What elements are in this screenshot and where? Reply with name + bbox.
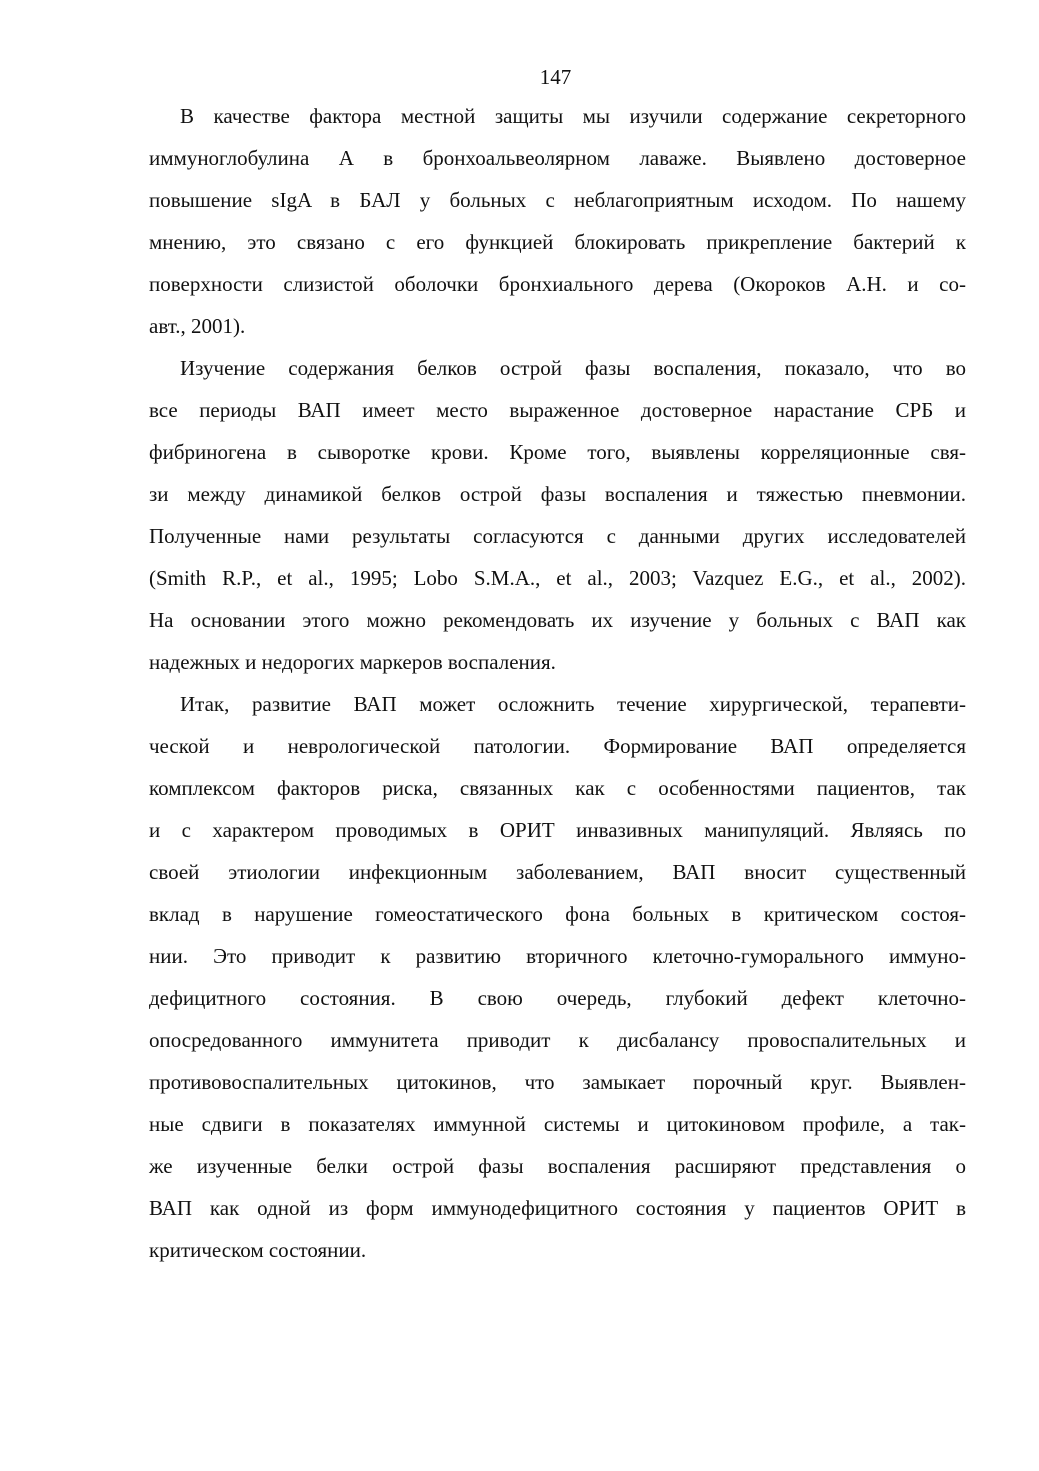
text-line: все периоды ВАП имеет место выраженное достоверное нарастание СРБ и: [149, 398, 966, 422]
text-line: надежных и недорогих маркеров воспаления.: [149, 650, 556, 674]
text-line: авт., 2001).: [149, 314, 246, 338]
text-line: своей этиологии инфекционным заболеванием, ВАП вносит существенный: [149, 860, 966, 884]
text-line: ВАП как одной из форм иммунодефицитного состояния у пациентов ОРИТ в: [149, 1196, 966, 1220]
paragraph-2: [149, 347, 966, 683]
text-line: Итак, развитие ВАП может осложнить течение хирургической, терапевти-: [180, 692, 966, 716]
text-line: зи между динамикой белков острой фазы воспаления и тяжестью пневмонии.: [149, 482, 966, 506]
text-line: ческой и неврологической патологии. Формирование ВАП определяется: [149, 734, 966, 758]
text-line: комплексом факторов риска, связанных как с особенностями пациентов, так: [149, 776, 966, 800]
text-line: критическом состоянии.: [149, 1238, 367, 1262]
page-number: 147: [539, 65, 572, 89]
text-line: фибриногена в сыворотке крови. Кроме того, выявлены корреляционные свя-: [149, 440, 966, 464]
text-line: нии. Это приводит к развитию вторичного клеточно-гуморального иммуно-: [149, 944, 966, 968]
paragraph-3: [149, 683, 966, 1271]
text-line: же изученные белки острой фазы воспаления расширяют представления о: [149, 1154, 966, 1178]
text-line: противовоспалительных цитокинов, что замыкает порочный круг. Выявлен-: [149, 1070, 966, 1094]
text-line: повышение sIgA в БАЛ у больных с неблагоприятным исходом. По нашему: [149, 188, 966, 212]
text-line: мнению, это связано с его функцией блокировать прикрепление бактерий к: [149, 230, 966, 254]
text-line: поверхности слизистой оболочки бронхиального дерева (Окороков А.Н. и со-: [149, 272, 966, 296]
text-line: ные сдвиги в показателях иммунной системы и цитокиновом профиле, а так-: [149, 1112, 966, 1136]
text-line: На основании этого можно рекомендовать их изучение у больных с ВАП как: [149, 608, 966, 632]
paragraph-1: [149, 95, 966, 347]
text-line: иммуноглобулина А в бронхоальвеолярном лаваже. Выявлено достоверное: [149, 146, 966, 170]
text-line: Изучение содержания белков острой фазы воспаления, показало, что во: [180, 356, 966, 380]
text-line: (Smith R.P., et al., 1995; Lobo S.M.A., et al., 2003; Vazquez E.G., et al., 2002).: [149, 566, 966, 590]
body-text: [149, 95, 966, 1271]
text-line: Полученные нами результаты согласуются с данными других исследователей: [149, 524, 966, 548]
text-line: вклад в нарушение гомеостатического фона больных в критическом состоя-: [149, 902, 966, 926]
text-line: опосредованного иммунитета приводит к дисбалансу провоспалительных и: [149, 1028, 966, 1052]
text-line: В качестве фактора местной защиты мы изучили содержание секреторного: [180, 104, 966, 128]
text-line: дефицитного состояния. В свою очередь, глубокий дефект клеточно-: [149, 986, 966, 1010]
text-line: и с характером проводимых в ОРИТ инвазивных манипуляций. Являясь по: [149, 818, 966, 842]
